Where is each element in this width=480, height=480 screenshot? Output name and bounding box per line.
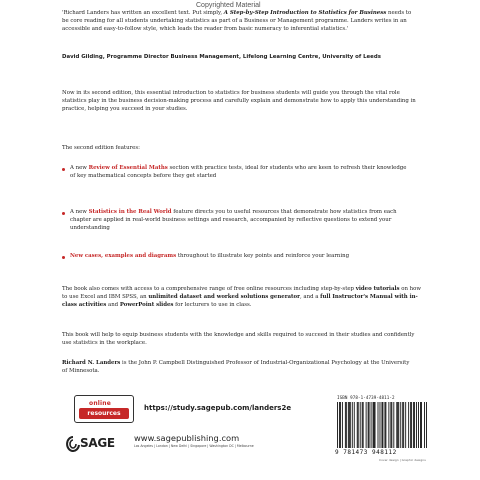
- barcode-bar: [339, 402, 340, 448]
- barcode-bar: [393, 402, 394, 448]
- barcode-bar: [366, 402, 367, 448]
- badge-bottom-text: resources: [79, 408, 129, 419]
- barcode-bar: [400, 402, 401, 448]
- barcode-bar: [391, 402, 392, 448]
- barcode-bar: [369, 402, 370, 448]
- barcode-bar: [345, 402, 346, 448]
- bullet-highlight: Statistics in the Real World: [88, 209, 172, 215]
- bullet-text: throughout to illustrate key points and reinforce your learning: [176, 253, 350, 259]
- barcode-bar: [384, 402, 385, 448]
- resources-bold: full Instructor's Manual with in-class activities: [62, 293, 418, 308]
- barcode-bar: [378, 402, 379, 448]
- sage-logo-icon: [66, 436, 80, 452]
- barcode-bar: [342, 402, 343, 448]
- barcode-bar: [354, 402, 355, 448]
- barcode-bar: [411, 402, 412, 448]
- barcode-bar: [360, 402, 361, 448]
- barcode-bar: [416, 402, 417, 448]
- barcode-bar: [405, 402, 406, 448]
- bullet-highlight: Review of Essential Maths: [88, 165, 168, 171]
- publisher-cities: Los Angeles | London | New Delhi | Singapore | Washington DC | Melbourne: [134, 444, 254, 448]
- barcode-bar: [382, 402, 383, 448]
- barcode-bar: [414, 402, 415, 448]
- barcode-bar: [375, 402, 376, 448]
- barcode-bars: [337, 402, 427, 448]
- bullet-text: A new: [70, 165, 89, 171]
- bullet-text: A new: [70, 209, 89, 215]
- resources-text: for lecturers to use in class.: [173, 301, 252, 308]
- resources-text: on how to use Excel and IBM SPSS, an: [62, 286, 422, 300]
- barcode-footer: Cover design | Graphic designs: [379, 458, 426, 462]
- barcode-bar: [390, 402, 391, 448]
- barcode-bar: [397, 402, 398, 448]
- author-bio: [62, 360, 416, 376]
- barcode-bar: [350, 402, 351, 448]
- barcode-bar: [388, 402, 389, 448]
- barcode-bar: [368, 402, 369, 448]
- resources-text: The book also comes with access to a comprehensive range of free online resources including step-by-step: [62, 286, 356, 292]
- barcode-bar: [363, 402, 364, 448]
- barcode-bar: [362, 402, 363, 448]
- quote-text-1: 'Richard Landers has written an excellent text. Put simply,: [62, 10, 224, 16]
- barcode-bar: [337, 402, 338, 448]
- sage-logo: [66, 435, 130, 453]
- copyright-notice: Copyrighted Material: [196, 2, 261, 9]
- barcode-bar: [398, 402, 399, 448]
- barcode-bar: [349, 402, 350, 448]
- barcode-bar: [413, 402, 414, 448]
- barcode-bar: [346, 402, 347, 448]
- quote-attribution: David Gilding, Programme Director Business Management, Lifelong Learning Centre, University of Leeds: [62, 54, 381, 60]
- bullet-text: section with practice tests, ideal for students who are keen to refresh their knowledge of key mathematical concepts before they get started: [70, 165, 407, 179]
- author-name: Richard N. Landers: [62, 360, 121, 366]
- badge-top-text: online: [89, 400, 112, 407]
- barcode-digits: 9 781473 948112: [335, 449, 397, 456]
- resources-bold: PowerPoint slides: [119, 301, 174, 308]
- barcode-bar: [340, 402, 341, 448]
- resources-bold: video tutorials: [355, 286, 400, 292]
- barcode-bar: [385, 402, 386, 448]
- resources-text: and: [106, 301, 120, 308]
- quote-book-title: A Step-by-Step Introduction to Statistics for Business: [223, 10, 387, 16]
- bullet-icon: [62, 212, 65, 215]
- resources-paragraph: [62, 286, 422, 310]
- barcode-bar: [352, 402, 353, 448]
- intro-paragraph: Now in its second edition, this essential introduction to statistics for business students will guide you through the vital role statistics play in the business decision-making process and carefully explain and demonstrate how to apply this understanding in practice, helping you succeed in your studies.: [62, 90, 416, 112]
- resources-url-link[interactable]: https://study.sagepub.com/landers2e: [144, 404, 292, 412]
- barcode-bar: [371, 402, 372, 448]
- barcode-bar: [396, 402, 397, 448]
- publisher-website-link[interactable]: www.sagepublishing.com: [134, 433, 240, 443]
- features-heading: The second edition features:: [62, 145, 140, 151]
- barcode-bar: [357, 402, 358, 448]
- bullet-icon: [62, 256, 65, 259]
- bullet-text: feature directs you to useful resources that demonstrate how statistics from each chapter are applied in real-world business settings and research, accompanied by reflective questions to extend your understanding: [70, 209, 397, 231]
- barcode-bar: [418, 402, 419, 448]
- barcode-bar: [348, 402, 349, 448]
- barcode-bar: [373, 402, 374, 448]
- barcode-bar: [426, 402, 427, 448]
- barcode-bar: [380, 402, 381, 448]
- quote-text-2: needs to be core reading for all students undertaking statistics as part of a Business or Management programme. Landers writes in an accessible and easy-to-follow style, which leads the reader from basic numeracy to inferential statistics.': [62, 10, 412, 32]
- barcode-bar: [402, 402, 403, 448]
- barcode-bar: [424, 402, 425, 448]
- bullet-icon: [62, 168, 65, 171]
- author-bio-text: is the John P. Campbell Distinguished Professor of Industrial-Organizational Psychology at the University of Minnesota.: [62, 360, 410, 374]
- barcode-bar: [408, 402, 409, 448]
- barcode-bar: [382, 402, 383, 448]
- barcode-bar: [358, 402, 359, 448]
- help-paragraph: This book will help to equip business students with the knowledge and skills required to succeed in their studies and confidently use statistics in the workplace.: [62, 332, 415, 346]
- barcode-bar: [420, 402, 421, 448]
- barcode-bar: [403, 402, 404, 448]
- barcode-bar: [410, 402, 411, 448]
- barcode-bar: [374, 402, 375, 448]
- barcode-bar: [421, 402, 422, 448]
- online-resources-logo: [74, 395, 134, 423]
- resources-bold: unlimited dataset and worked solutions generator: [148, 293, 300, 300]
- sage-logo-text: SAGE: [80, 436, 115, 450]
- bullet-highlight: New cases, examples and diagrams: [70, 253, 177, 259]
- endorsement-quote: [62, 10, 418, 34]
- isbn-barcode: [335, 395, 431, 465]
- resources-text: , and a: [299, 293, 321, 300]
- isbn-number: ISBN 978-1-4739-4811-2: [337, 395, 395, 400]
